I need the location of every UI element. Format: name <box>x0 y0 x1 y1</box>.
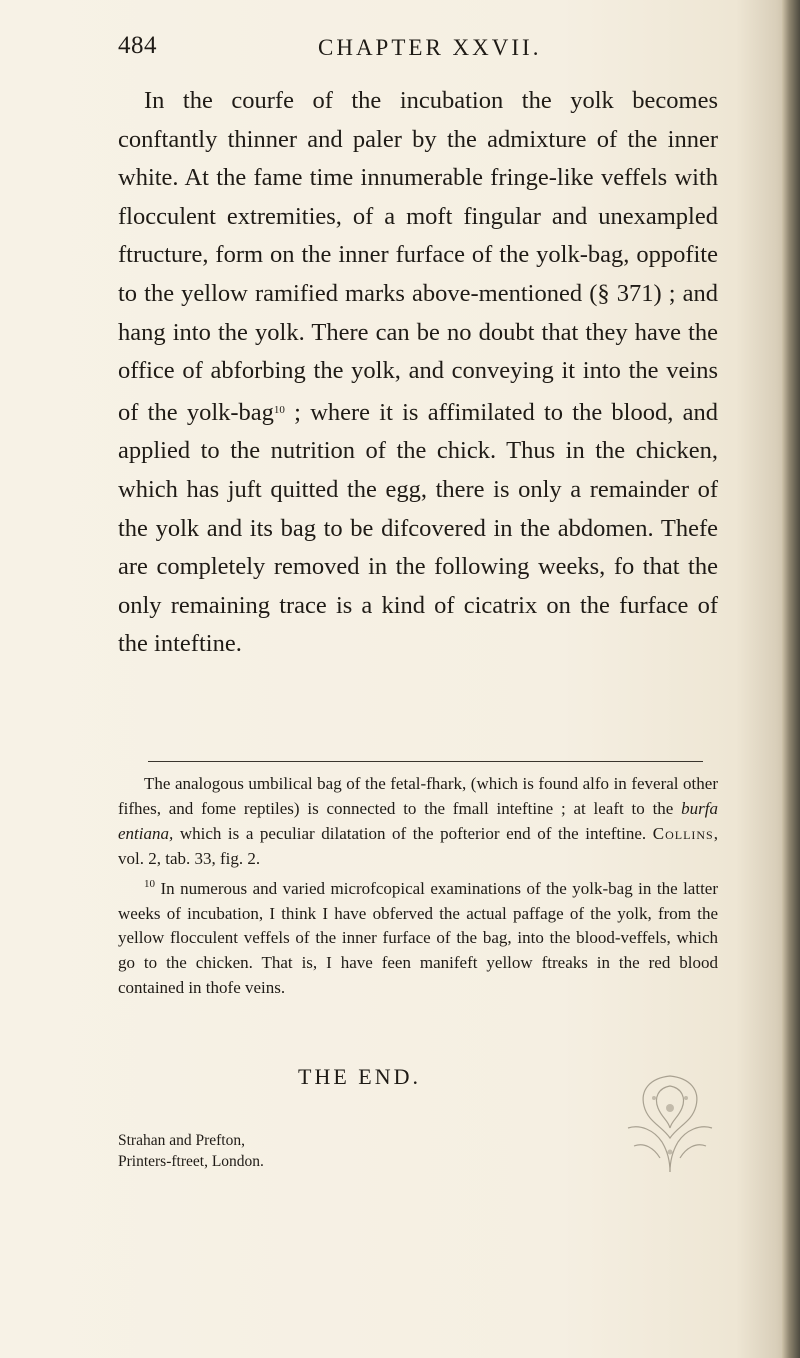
footnote-9-text-cont: which is a peculiar dilatation of the pofterior end of the inteftine. <box>173 823 653 843</box>
tailpiece-ornament-icon <box>610 1068 730 1178</box>
page-edge-shadow <box>782 0 800 1358</box>
footnote-reference-10: 10 <box>273 403 285 416</box>
footnote-10-marker: 10 <box>144 877 155 890</box>
footnote-9 <box>118 772 718 872</box>
footnote-9-italic-term: burfa entiana, <box>118 798 718 843</box>
footnote-9-text: The analogous umbilical bag of the fetal-fhark, (which is found alfo in feveral other fifhes, and fome reptiles) is connected to the fmall inteftine ; at leaft to the <box>118 774 718 818</box>
footnote-10-text: In numerous and varied microfcopical examinations of the yolk-bag in the latter weeks of incubation, I think I have obferved the actual paffage of the yolk, from the yellow flocculent veffels of the inner furface of the bag, into the blood-veffels, which go to the chicken. That is, I have feen manifeft yellow ftreaks in the red blood contained in thofe veins. <box>118 878 718 998</box>
printer-name: Strahan and Prefton, <box>118 1132 245 1149</box>
body-text-part-2: ; where it is affimilated to the blood, and applied to the nutrition of the chick. Thus in the chicken, which has juft quitted the egg, there is only a remainder of the yolk and its bag to be difcovered in the abdomen. Thefe are completely removed in the following weeks, fo that the only remaining trace is a kind of cicatrix on the furface of the inteftine. <box>118 398 718 658</box>
printer-imprint <box>118 1130 264 1172</box>
page-number: 484 <box>118 32 157 59</box>
printer-address: Printers-ftreet, London. <box>118 1153 264 1170</box>
footnote-9-citation: , vol. 2, tab. 33, fig. 2. <box>118 823 718 868</box>
footnote-divider <box>148 761 703 762</box>
footnote-9-author: Collins <box>652 823 714 843</box>
page-header <box>118 32 740 72</box>
the-end: THE END. <box>298 1064 421 1089</box>
body-paragraph <box>118 82 718 664</box>
footnote-10 <box>118 872 718 1002</box>
body-text-part-1: In the courfe of the incubation the yolk becomes conftantly thinner and paler by the admixture of the inner white. At the fame time innumerable fringe-like veffels with flocculent extremities, of a moft fingular and unexampled ftructure, form on the inner furface of the yolk-bag, oppofite to the yellow ramified marks above-mentioned (§ 371) ; and hang into the yolk. There can be no doubt that they have the office of abforbing the yolk, and conveying it into the veins of the yolk-bag <box>118 87 718 426</box>
running-head: CHAPTER XXVII. <box>318 35 542 60</box>
footnotes <box>118 772 718 1001</box>
